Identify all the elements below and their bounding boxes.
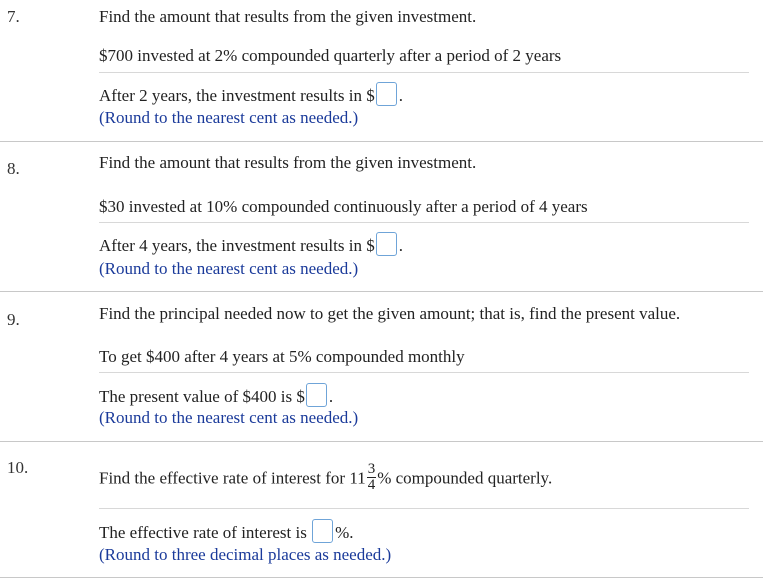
section-divider bbox=[0, 141, 763, 142]
answer-prefix: The effective rate of interest is bbox=[99, 523, 312, 542]
answer-input-box[interactable] bbox=[312, 519, 333, 543]
answer-input-box[interactable] bbox=[376, 232, 397, 256]
answer-suffix: . bbox=[328, 387, 334, 406]
question-instruction: Find the amount that results from the given investment. bbox=[99, 7, 477, 26]
instruction-suffix: % compounded quarterly. bbox=[377, 468, 553, 488]
answer-input-box[interactable] bbox=[376, 82, 397, 106]
question-given: $700 invested at 2% compounded quarterly after a period of 2 years bbox=[99, 46, 562, 65]
rounding-hint: (Round to the nearest cent as needed.) bbox=[99, 108, 359, 127]
divider bbox=[99, 372, 749, 373]
section-divider bbox=[0, 577, 763, 578]
question-number: 7. bbox=[7, 7, 20, 26]
rounding-hint: (Round to the nearest cent as needed.) bbox=[99, 408, 359, 427]
answer-line bbox=[99, 519, 354, 543]
fraction-numerator: 3 bbox=[367, 461, 376, 477]
answer-line bbox=[99, 232, 403, 256]
answer-line bbox=[99, 82, 403, 106]
answer-suffix: . bbox=[398, 86, 403, 105]
answer-suffix: . bbox=[398, 236, 403, 255]
divider bbox=[99, 72, 749, 73]
instruction-prefix: Find the effective rate of interest for 11 bbox=[99, 468, 366, 488]
answer-prefix: The present value of $400 is $ bbox=[99, 387, 305, 406]
question-instruction: Find the amount that results from the given investment. bbox=[99, 153, 477, 172]
section-divider bbox=[0, 441, 763, 442]
answer-input-box[interactable] bbox=[306, 383, 327, 407]
rounding-hint: (Round to the nearest cent as needed.) bbox=[99, 259, 359, 278]
question-number: 10. bbox=[7, 458, 29, 477]
answer-prefix: After 4 years, the investment results in $ bbox=[99, 236, 375, 255]
rounding-hint: (Round to three decimal places as needed.) bbox=[99, 545, 392, 564]
answer-prefix: After 2 years, the investment results in $ bbox=[99, 86, 375, 105]
answer-suffix: %. bbox=[335, 523, 354, 542]
divider bbox=[99, 222, 749, 223]
mixed-fraction bbox=[367, 462, 377, 493]
question-given: $30 invested at 10% compounded continuously after a period of 4 years bbox=[99, 197, 588, 216]
question-instruction bbox=[99, 461, 553, 495]
question-instruction: Find the principal needed now to get the given amount; that is, find the present value. bbox=[99, 304, 681, 323]
fraction-denominator: 4 bbox=[367, 477, 376, 493]
section-divider bbox=[0, 291, 763, 292]
question-number: 9. bbox=[7, 310, 20, 329]
answer-line bbox=[99, 383, 333, 407]
divider bbox=[99, 508, 749, 509]
question-number: 8. bbox=[7, 159, 20, 178]
question-given: To get $400 after 4 years at 5% compounded monthly bbox=[99, 347, 465, 366]
